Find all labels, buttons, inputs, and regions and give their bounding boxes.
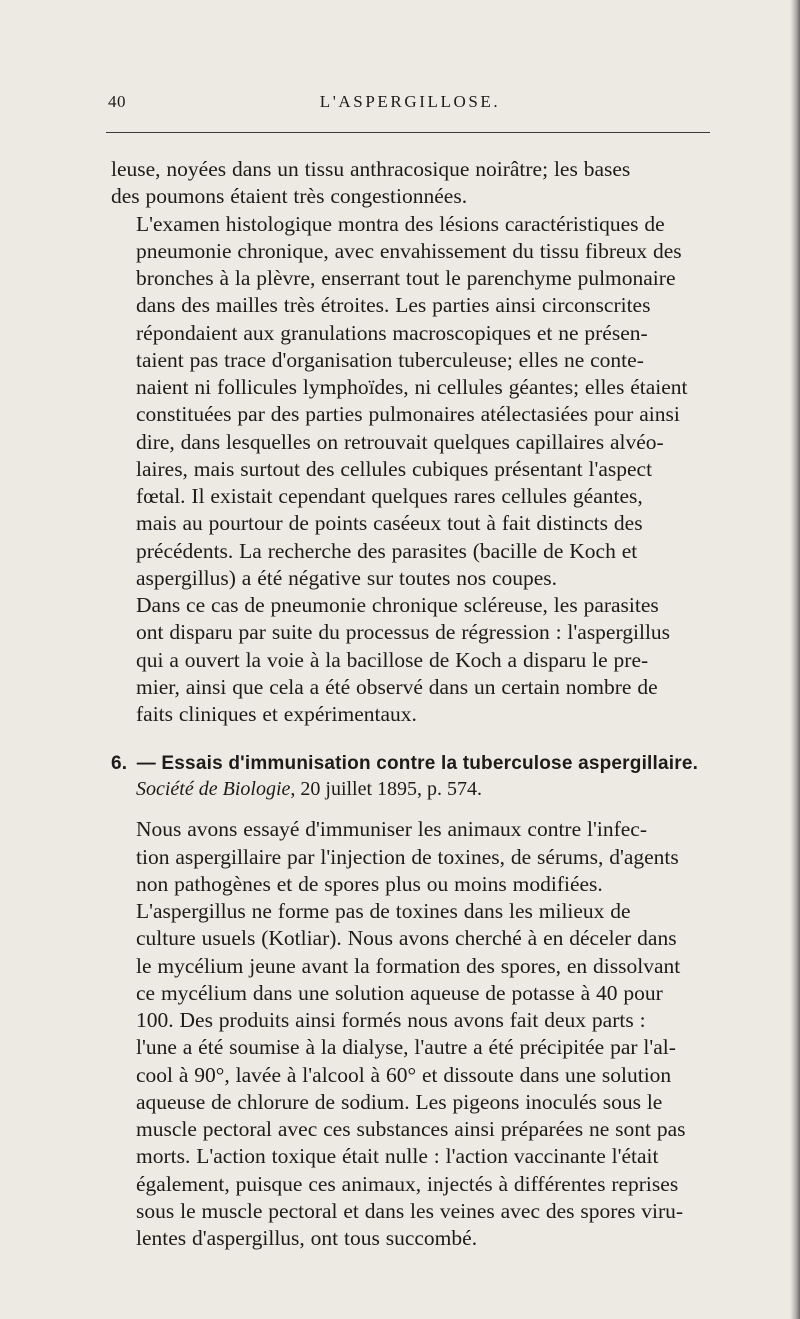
page-edge-shadow <box>790 0 800 1319</box>
text-line: Dans ce cas de pneumonie chronique scléreuse, les parasites <box>136 593 659 617</box>
text-line: morts. L'action toxique était nulle : l'action vaccinante l'était <box>136 1144 659 1169</box>
text-line: fœtal. Il existait cependant quelques rares cellules géantes, <box>136 484 643 508</box>
section-reference <box>111 776 731 802</box>
text-line: non pathogènes et de spores plus ou moins modifiées. <box>136 871 603 896</box>
text-line: 100. Des produits ainsi formés nous avons fait deux parts : <box>136 1008 646 1032</box>
text-line: culture usuels (Kotliar). Nous avons cherché à en déceler dans <box>136 926 677 951</box>
text-line: précédents. La recherche des parasites (bacille de Koch et <box>136 538 638 563</box>
text-line: cool à 90°, lavée à l'alcool à 60° et dissoute dans une solution <box>136 1062 672 1087</box>
text-line: Nous avons essayé d'immuniser les animaux contre l'infec- <box>136 817 647 842</box>
section-heading <box>111 752 731 776</box>
text-line: l'une a été soumise à la dialyse, l'autre a été précipitée par l'al- <box>136 1035 676 1060</box>
text-line: mier, ainsi que cela a été observé dans un certain nombre de <box>136 674 658 699</box>
body-text <box>111 156 731 1252</box>
section-number: 6. <box>111 753 128 775</box>
running-title: L'ASPERGILLOSE. <box>319 92 501 111</box>
text-line: pneumonie chronique, avec envahissement du tissu fibreux des <box>136 238 682 263</box>
text-line: ont disparu par suite du processus de régression : l'aspergillus <box>136 620 671 645</box>
paragraph-histology <box>111 211 731 593</box>
text-line: L'aspergillus ne forme pas de toxines dans les milieux de <box>136 899 631 923</box>
text-line: naient ni follicules lymphoïdes, ni cellules géantes; elles étaient <box>136 375 688 399</box>
page-number: 40 <box>108 92 126 111</box>
paragraph-immunization <box>111 816 731 898</box>
text-line: également, puisque ces animaux, injectés à différentes reprises <box>136 1171 679 1196</box>
section-dash: — <box>136 753 156 775</box>
text-line: des poumons étaient très congestionnées. <box>111 184 468 209</box>
text-line: taient pas trace d'organisation tuberculeuse; elles ne conte- <box>136 347 644 372</box>
text-line: sous le muscle pectoral et dans les veines avec des spores viru- <box>136 1198 684 1223</box>
section-6 <box>111 752 731 802</box>
text-line: laires, mais surtout des cellules cubiques présentant l'aspect <box>136 456 653 481</box>
paragraph-conclusion <box>111 592 731 728</box>
paragraph-toxins <box>111 898 731 1252</box>
reference-details: , 20 juillet 1895, p. 574. <box>290 778 483 801</box>
text-line: le mycélium jeune avant la formation des spores, en dissolvant <box>136 953 681 978</box>
text-line: bronches à la plèvre, enserrant tout le parenchyme pulmonaire <box>136 266 676 290</box>
text-line: aspergillus) a été négative sur toutes nos coupes. <box>136 565 558 590</box>
header-rule <box>106 132 710 133</box>
text-line: L'examen histologique montra des lésions caractéristiques de <box>136 211 665 236</box>
text-line: mais au pourtour de points caséeux tout à fait distincts des <box>136 511 643 536</box>
text-line: ce mycélium dans une solution aqueuse de potasse à 40 pour <box>136 980 663 1005</box>
text-line: dans des mailles très étroites. Les parties ainsi circonscrites <box>136 293 651 318</box>
text-line: tion aspergillaire par l'injection de toxines, de sérums, d'agents <box>136 844 679 869</box>
text-line: constituées par des parties pulmonaires atélectasiées pour ainsi <box>136 402 680 427</box>
text-line: leuse, noyées dans un tissu anthracosique noirâtre; les bases <box>111 157 631 181</box>
text-line: dire, dans lesquelles on retrouvait quelques capillaires alvéo- <box>136 429 664 454</box>
text-line: faits cliniques et expérimentaux. <box>136 702 417 726</box>
text-line: répondaient aux granulations macroscopiques et ne présen- <box>136 320 648 345</box>
text-line: muscle pectoral avec ces substances ainsi préparées ne sont pas <box>136 1117 686 1141</box>
text-line: lentes d'aspergillus, ont tous succombé. <box>136 1226 478 1250</box>
paragraph-continuation <box>111 156 731 211</box>
text-line: qui a ouvert la voie à la bacillose de Koch a disparu le pre- <box>136 647 649 672</box>
journal-name: Société de Biologie <box>136 778 291 801</box>
page-header <box>108 92 712 116</box>
text-line: aqueuse de chlorure de sodium. Les pigeons inoculés sous le <box>136 1089 663 1114</box>
section-title: Essais d'immunisation contre la tuberculose aspergillaire. <box>161 753 699 775</box>
